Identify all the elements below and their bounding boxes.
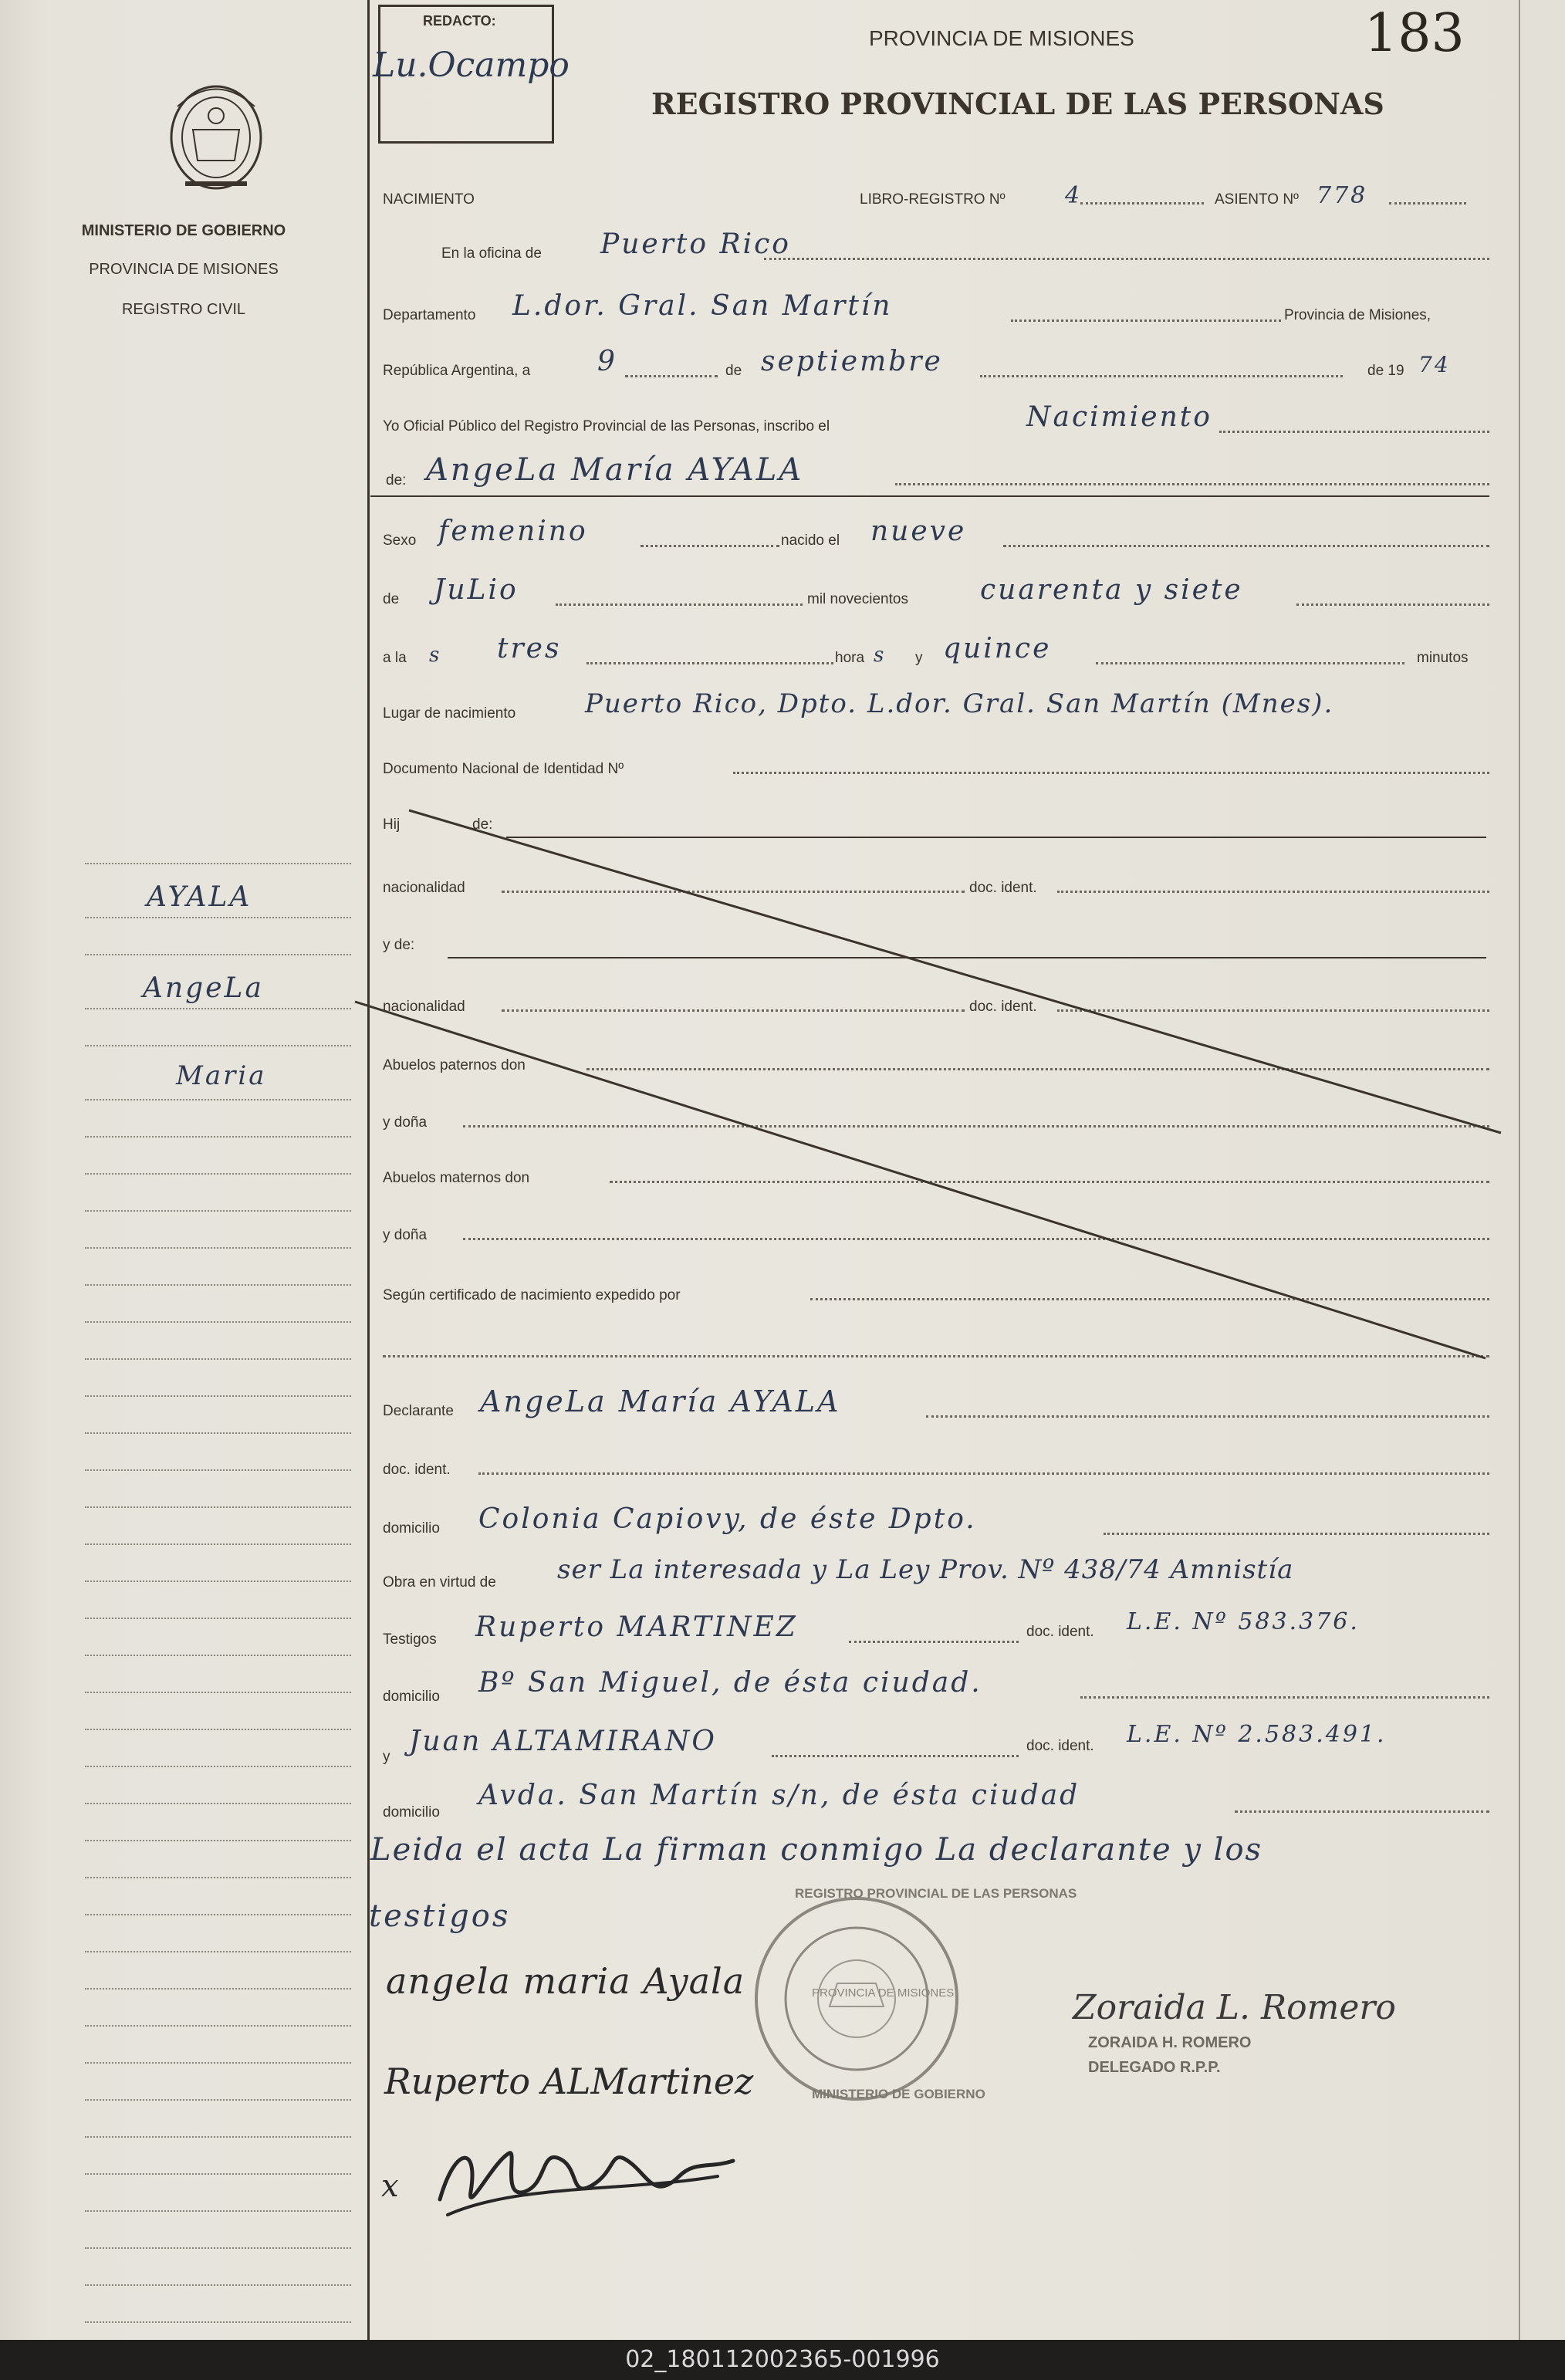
minutos-value: quince (943, 633, 1052, 664)
y-dona-label: y doña (383, 1114, 428, 1131)
fecha-mes: septiembre (761, 346, 943, 377)
testigo2-doc: L.E. Nº 2.583.491. (1127, 1721, 1387, 1748)
mil-label: mil novecientos (807, 591, 908, 607)
registro-title: REGISTRO PROVINCIAL DE LAS PERSONAS (651, 86, 1384, 121)
abuelos-paternos-label: Abuelos paternos don (383, 1057, 526, 1073)
testigo2-domicilio-label: domicilio (383, 1804, 440, 1820)
fecha-dia: 9 (597, 346, 617, 377)
y-de-label: y de: (383, 937, 415, 953)
oficial-signature: Zoraida L. Romero (1073, 1988, 1396, 2027)
anio-label: de 19 (1367, 363, 1404, 379)
testigo2-doc-label: doc. ident. (1026, 1738, 1094, 1754)
nacionalidad-label-2: nacionalidad (383, 999, 465, 1015)
declarante-signature: angela maria Ayala (386, 1960, 745, 2002)
redacto-label: REDACTO: (423, 13, 496, 29)
domicilio-value: Colonia Capiovy, de éste Dpto. (478, 1503, 977, 1535)
lugar-label: Lugar de nacimiento (383, 705, 516, 722)
testigo1-signature: Ruperto ALMartinez (384, 2061, 754, 2102)
minutos-label: minutos (1417, 650, 1469, 666)
sexo-label: Sexo (383, 532, 417, 549)
de-label: de (725, 363, 742, 379)
x-mark: x (381, 2169, 401, 2204)
horas-label: hora (835, 650, 865, 666)
hijo-label: Hij (383, 816, 401, 833)
nacido-label: nacido el (781, 532, 840, 549)
testigo2-domicilio: Avda. San Martín s/n, de ésta ciudad (478, 1780, 1080, 1811)
provincia-suffix: Provincia de Misiones, (1284, 307, 1431, 323)
y-dona-label-2: y doña (383, 1227, 428, 1243)
ministerio-label: MINISTERIO DE GOBIERNO (81, 222, 286, 239)
oficina-label: En la oficina de (441, 245, 542, 262)
registro-civil-label: REGISTRO CIVIL (121, 301, 246, 318)
testigo1-doc-label: doc. ident. (1026, 1624, 1094, 1640)
testigo1-domicilio-label: domicilio (383, 1689, 440, 1705)
libro-value: 4 (1065, 182, 1083, 209)
y-testigo-label: y (383, 1749, 390, 1765)
nombre-value: AngeLa María AYALA (426, 452, 804, 488)
dni-label: Documento Nacional de Identidad Nº (383, 761, 624, 777)
page-number: 183 (1364, 3, 1465, 64)
inscribo-value: Nacimiento (1026, 401, 1212, 433)
sexo-value: femenino (438, 516, 588, 547)
hora-value: tres (497, 633, 562, 664)
declarante-doc-label: doc. ident. (383, 1462, 451, 1478)
oficial-stamp-name: ZORAIDA H. ROMERO (1088, 2034, 1252, 2051)
testigo1-doc: L.E. Nº 583.376. (1127, 1608, 1360, 1635)
nacido-dia: nueve (870, 516, 967, 547)
margin-surname: AYALA (147, 881, 252, 913)
margin-name-2: Maria (176, 1060, 267, 1091)
abuelos-maternos-label: Abuelos maternos don (383, 1170, 530, 1186)
oficial-stamp-role: DELEGADO R.P.P. (1088, 2059, 1221, 2076)
seal-text-top: REGISTRO PROVINCIAL DE LAS PERSONAS (795, 1886, 1077, 1901)
hijo-de-label: de: (472, 816, 493, 833)
a-las-label: a la (383, 650, 407, 666)
anio-letras: cuarenta y siete (980, 574, 1243, 606)
de-mes-label: de (383, 591, 400, 607)
libro-label: LIBRO-REGISTRO Nº (860, 191, 1006, 208)
republica-label: República Argentina, a (383, 363, 531, 379)
domicilio-label: domicilio (383, 1520, 440, 1537)
obra-label: Obra en virtud de (383, 1574, 496, 1591)
departamento-label: Departamento (383, 307, 476, 323)
nacimiento-label: NACIMIENTO (383, 191, 475, 208)
doc-ident-label-2: doc. ident. (969, 999, 1037, 1015)
nacido-mes: JuLio (434, 574, 519, 606)
file-id-label: 02_180112002365-001996 (625, 2346, 940, 2373)
asiento-value: 778 (1317, 182, 1368, 209)
redacto-signature: Lu.Ocampo (373, 46, 570, 85)
doc-ident-label: doc. ident. (969, 880, 1037, 896)
cierre-linea-2: testigos (369, 1898, 511, 1934)
a-las-suffix: s (429, 644, 442, 667)
testigo2-signature-icon (424, 2130, 749, 2230)
obra-value: ser La interesada y La Ley Prov. Nº 438/74 Amnistía (557, 1554, 1294, 1585)
certificado-label: Según certificado de nacimiento expedido por (383, 1287, 681, 1303)
testigo1-nombre: Ruperto MARTINEZ (475, 1611, 798, 1643)
de-nombre-label: de: (386, 472, 407, 489)
anio-value: 74 (1418, 352, 1451, 377)
asiento-label: ASIENTO Nº (1215, 191, 1299, 208)
declarante-label: Declarante (383, 1403, 454, 1419)
oficina-value: Puerto Rico (600, 228, 791, 260)
seal-text-center: PROVINCIA DE MISIONES (812, 1986, 955, 2000)
nacionalidad-label: nacionalidad (383, 880, 465, 896)
y-label: y (915, 650, 923, 666)
declarante-value: AngeLa María AYALA (480, 1384, 841, 1418)
horas-suffix: s (874, 644, 887, 667)
departamento-value: L.dor. Gral. San Martín (512, 290, 893, 322)
seal-text-bottom: MINISTERIO DE GOBIERNO (812, 2087, 985, 2101)
header-provincia: PROVINCIA DE MISIONES (869, 26, 1134, 50)
testigo1-domicilio: Bº San Miguel, de ésta ciudad. (478, 1667, 982, 1699)
testigo2-nombre: Juan ALTAMIRANO (409, 1726, 717, 1757)
lugar-value: Puerto Rico, Dpto. L.dor. Gral. San Martín (Mnes). (585, 688, 1334, 719)
cierre-linea-1: Leida el acta La firman conmigo La declarante y los (370, 1832, 1263, 1868)
provincia-label: PROVINCIA DE MISIONES (89, 261, 279, 278)
testigos-label: Testigos (383, 1631, 437, 1648)
oficial-label: Yo Oficial Público del Registro Provincial de las Personas, inscribo el (383, 418, 830, 434)
margin-name-1: AngeLa (143, 972, 264, 1004)
